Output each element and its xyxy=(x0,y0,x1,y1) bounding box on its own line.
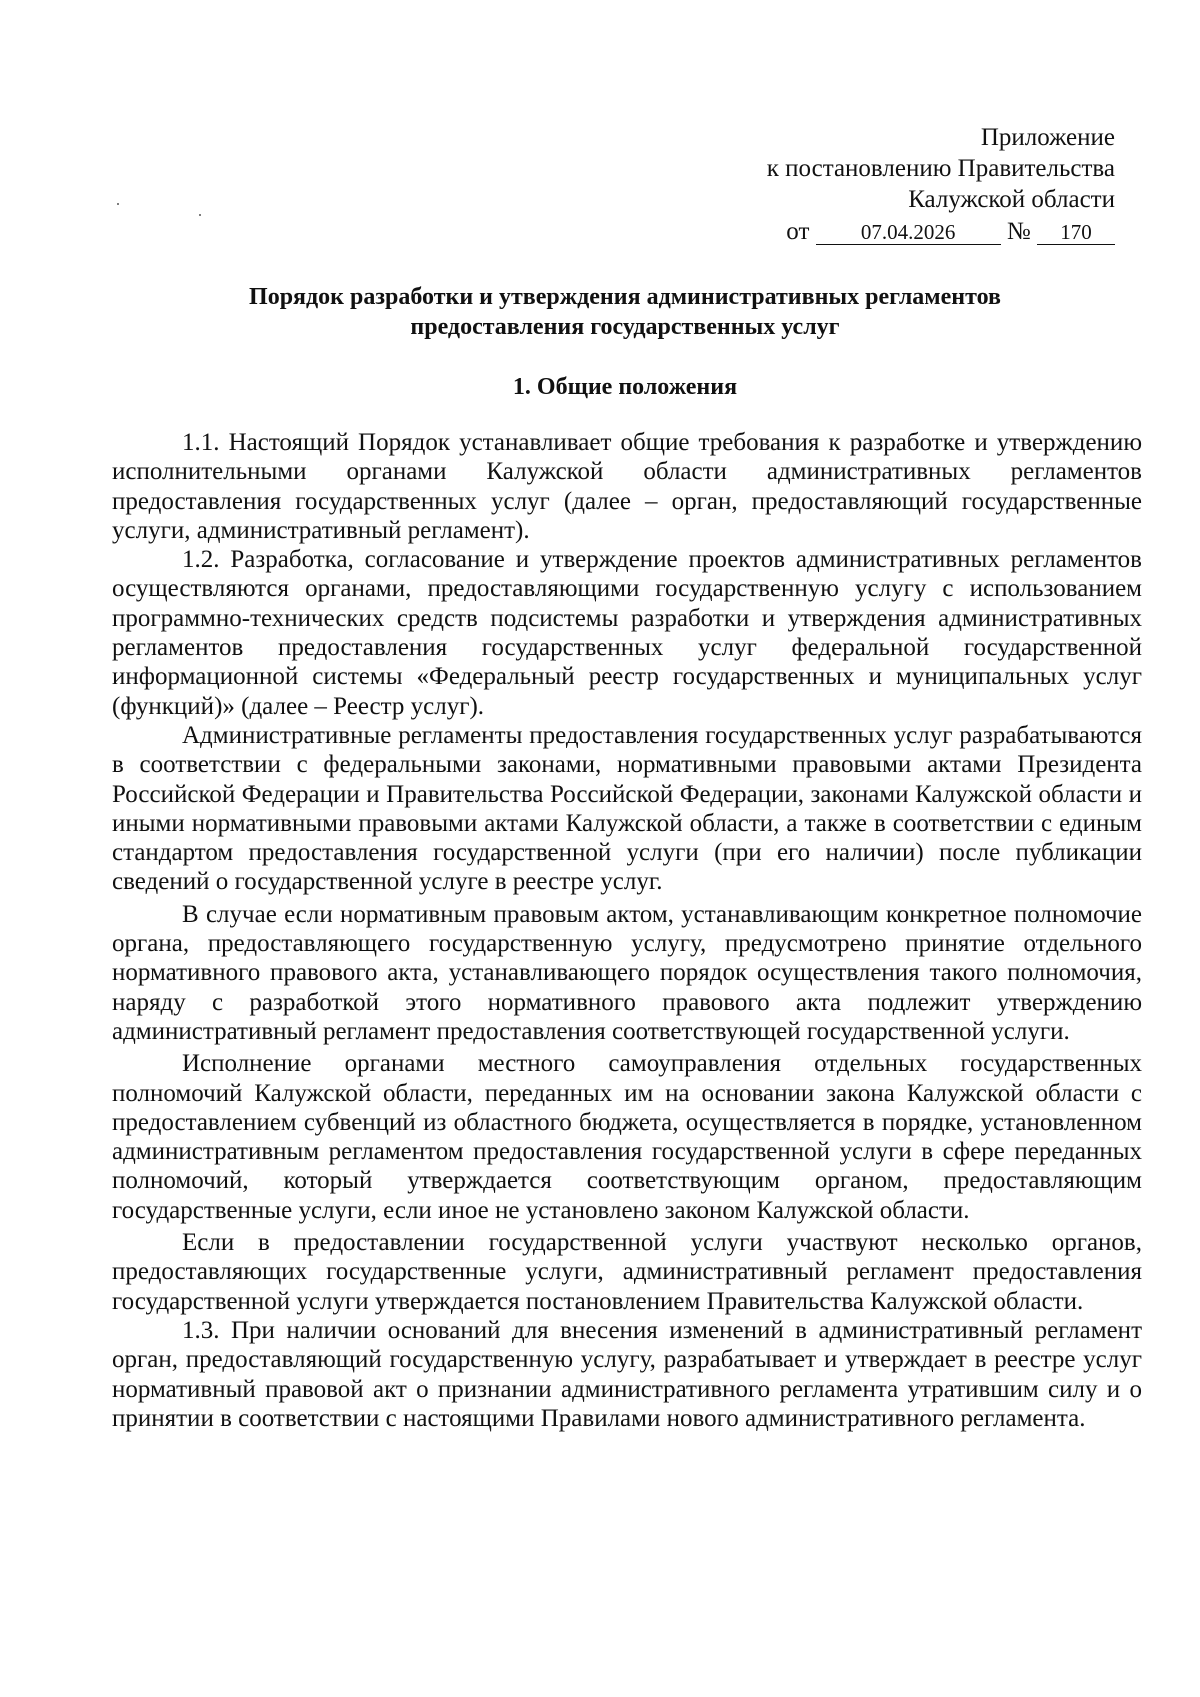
title-line-2: предоставления государственных услуг xyxy=(410,314,840,340)
paragraph-separate-act: В случае если нормативным правовым актом, устанавливающим конкретное полномочие органа, предоставляющего государственную услугу, предусмотрено принятие отдельного нормативного правового акта, устанавливающего порядок осуществления такого полномочия, наряду с разработкой этого нормативного правового акта подлежит утверждению административный регламент предоставления соответствующей государственной услуги. xyxy=(112,900,1142,1045)
paragraph-admin-regulations: Административные регламенты предоставления государственных услуг разрабатываются в соответствии с федеральными законами, нормативными правовыми актами Президента Российской Федерации и Правительства Российской Федерации, законами Калужской области и иными нормативными правовыми актами Калужской области, а также в соответствии с единым стандартом предоставления государственной услуги (при его наличии) после публикации сведений о государственной услуге в реестре услуг. xyxy=(112,721,1142,896)
resolution-date: 07.04.2026 xyxy=(816,220,1001,245)
appendix-block xyxy=(767,122,1115,247)
appendix-resolution: к постановлению Правительства xyxy=(766,155,1115,182)
document-body xyxy=(112,428,1142,1433)
paragraph-1-3: 1.3. При наличии оснований для внесения изменений в административный регламент орган, предоставляющий государственную услугу, разрабатывает и утверждает в реестре услуг нормативный правовой акт о признании административного регламента утратившим силу и о принятии в соответствии с настоящими Правилами нового административного регламента. xyxy=(112,1316,1142,1432)
paragraph-1-2: 1.2. Разработка, согласование и утверждение проектов административных регламентов осуществляются органами, предоставляющими государственную услугу с использованием программно-технических средств подсистемы разработки и утверждения административных регламентов предоставления государственных услуг федеральной государственной информационной системы «Федеральный реестр государственных и муниципальных услуг (функций)» (далее – Реестр услуг). xyxy=(112,546,1142,720)
appendix-region: Калужской области xyxy=(908,186,1115,213)
paragraph-local-government: Исполнение органами местного самоуправления отдельных государственных полномочий Калужской области, переданных им на основании закона Калужской области с предоставлением субвенций из областного бюджета, осуществляется в порядке, установленном административным регламентом предоставления государственной услуги в сфере переданных полномочий, который утверждается соответствующим органом, предоставляющим государственные услуги, если иное не установлено законом Калужской области. xyxy=(112,1050,1142,1224)
document-title xyxy=(120,282,1130,342)
section-heading: 1. Общие положения xyxy=(512,374,738,400)
number-label: № xyxy=(1006,218,1031,245)
scan-speck xyxy=(117,203,119,205)
paragraph-several-bodies: Если в предоставлении государственной услуги участвуют несколько органов, предоставляющих государственные услуги, административный регламент предоставления государственной услуги утверждается постановлением Правительства Калужской области. xyxy=(112,1229,1142,1315)
scan-speck xyxy=(199,214,201,216)
title-line-1: Порядок разработки и утверждения административных регламентов xyxy=(249,284,1001,310)
appendix-label: Приложение xyxy=(980,124,1115,151)
paragraph-1-1: 1.1. Настоящий Порядок устанавливает общие требования к разработке и утверждению исполнительными органами Калужской области административных регламентов предоставления государственных услуг (далее – орган, предоставляющий государственные услуги, административный регламент). xyxy=(112,429,1142,544)
appendix-date-line xyxy=(767,216,1115,247)
ot-label: от xyxy=(786,218,810,245)
resolution-number: 170 xyxy=(1037,220,1115,245)
